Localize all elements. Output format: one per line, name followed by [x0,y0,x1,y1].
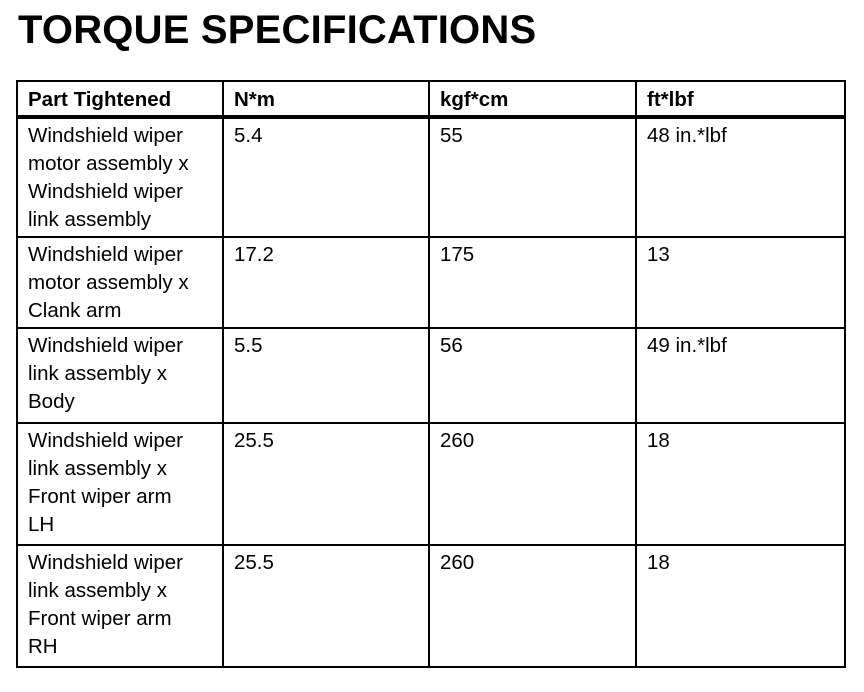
nm-cell: 25.5 [223,545,429,667]
header-ft-lbf: ft*lbf [636,81,845,117]
ftlbf-cell: 48 in.*lbf [636,117,845,237]
table-row [17,423,845,545]
kgfcm-cell: 55 [429,117,636,237]
table-header-row [17,81,845,117]
kgfcm-cell: 260 [429,423,636,545]
part-tightened-cell: Windshield wiper link assembly x Front wiper arm LH [17,423,223,545]
ftlbf-cell: 13 [636,237,845,328]
part-tightened-cell: Windshield wiper link assembly x Body [17,328,223,423]
kgfcm-cell: 56 [429,328,636,423]
part-tightened-cell: Windshield wiper link assembly x Front wiper arm RH [17,545,223,667]
table-row [17,117,845,237]
part-tightened-cell: Windshield wiper motor assembly x Clank arm [17,237,223,328]
header-kgf-cm: kgf*cm [429,81,636,117]
nm-cell: 25.5 [223,423,429,545]
table-row [17,237,845,328]
table-row [17,328,845,423]
table-row [17,545,845,667]
ftlbf-cell: 18 [636,423,845,545]
kgfcm-cell: 260 [429,545,636,667]
part-tightened-cell: Windshield wiper motor assembly x Windshield wiper link assembly [17,117,223,237]
ftlbf-cell: 18 [636,545,845,667]
torque-spec-table [16,80,846,668]
header-newton-meters: N*m [223,81,429,117]
nm-cell: 17.2 [223,237,429,328]
page-title: TORQUE SPECIFICATIONS [18,8,537,52]
header-part-tightened: Part Tightened [17,81,223,117]
nm-cell: 5.4 [223,117,429,237]
nm-cell: 5.5 [223,328,429,423]
kgfcm-cell: 175 [429,237,636,328]
ftlbf-cell: 49 in.*lbf [636,328,845,423]
